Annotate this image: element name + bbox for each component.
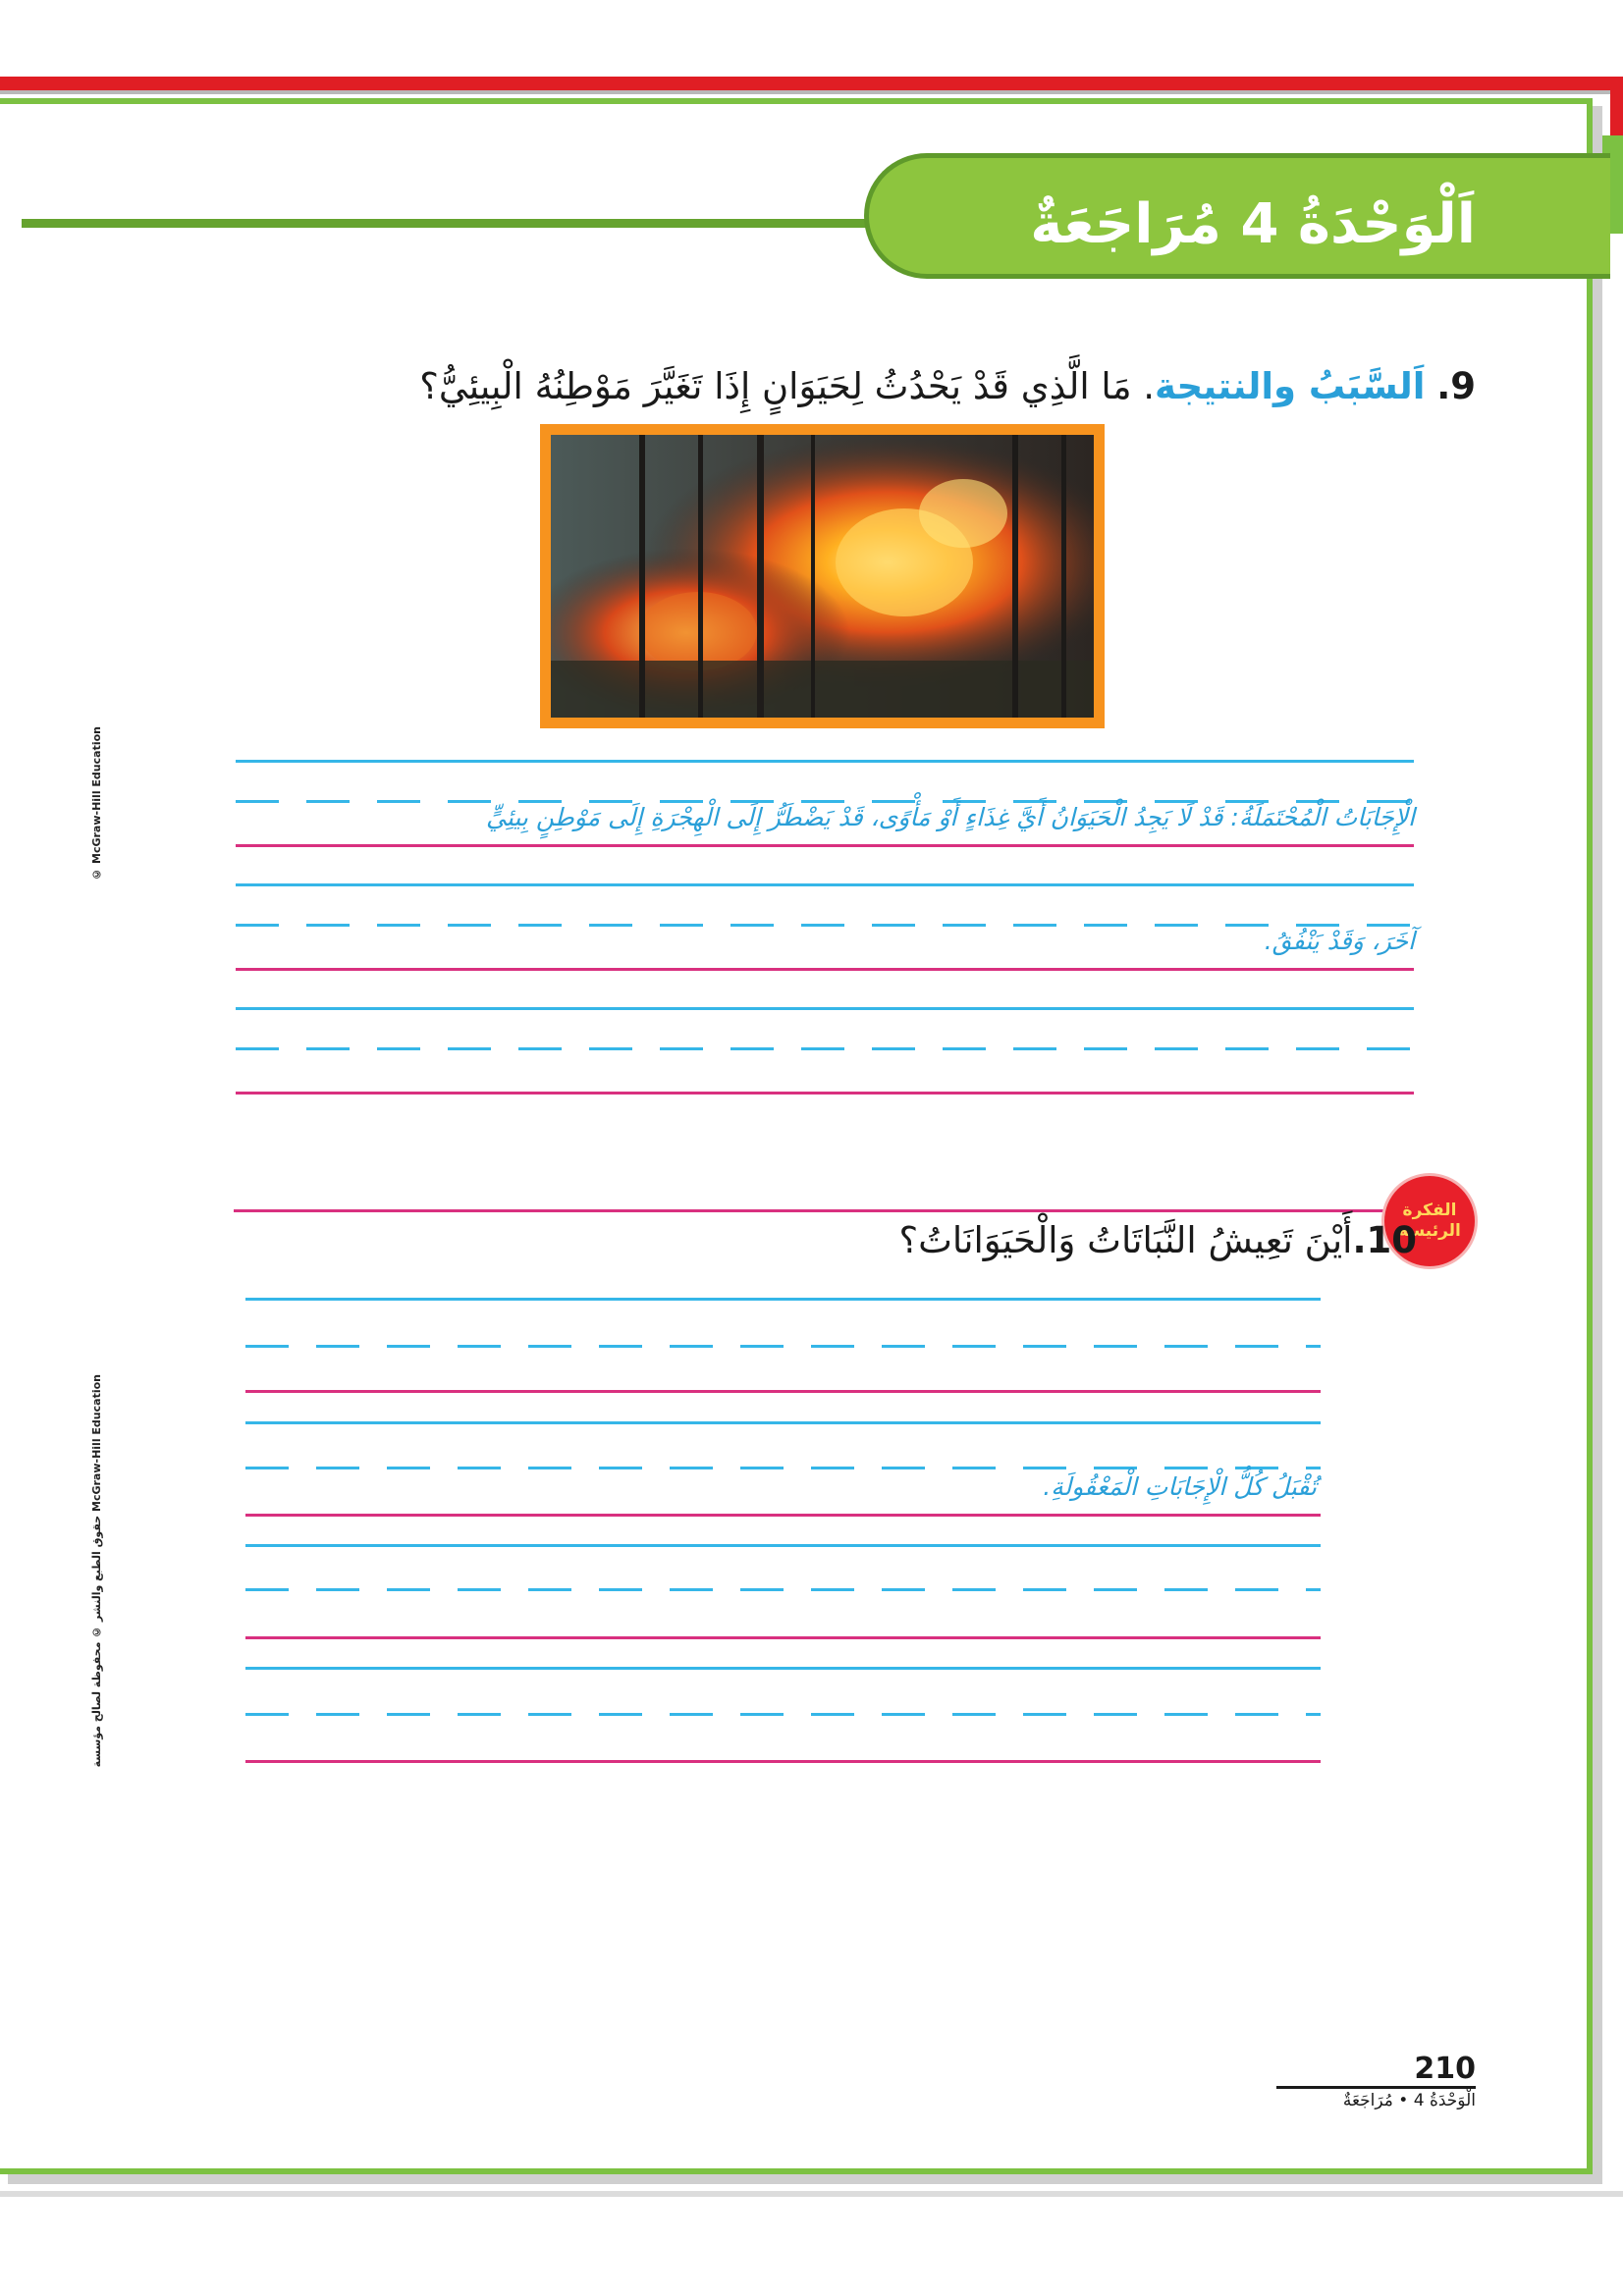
writing-line-mid [245,1345,1321,1348]
top-band-shadow [0,90,1623,94]
writing-line-base [236,968,1414,971]
page-frame [0,98,1593,2174]
side-copyright-lower: حقوق الطبع والنشر © محفوظة لصالح مؤسسة McGraw-Hill Education [90,1374,103,1768]
question-9-number: 9. [1436,365,1476,407]
writing-line-base [245,1390,1321,1393]
page-number: 210 [1414,2052,1476,2086]
writing-line-base [236,1092,1414,1095]
question-10-text: أَيْنَ تَعِيشُ النَّبَاتَاتُ وَالْحَيَوَانَاتُ؟ [898,1219,1353,1261]
question-9 [419,365,1476,407]
question-10-number: 10. [1352,1219,1417,1261]
question-10 [898,1219,1417,1261]
frame-shadow-bottom [8,2174,1602,2184]
writing-line-top [245,1298,1321,1301]
writing-line-top [245,1544,1321,1547]
footer-unit-label: الْوَحْدَةُ 4 • مُرَاجَعَةٌ [1342,2091,1476,2110]
side-copyright-upper: © McGraw-Hill Education [90,726,103,881]
writing-line-top [245,1667,1321,1670]
writing-line-mid [236,924,1414,927]
badge-line-1: الفكرة [1402,1201,1457,1220]
unit-title: اَلْوَحْدَةُ 4 مُرَاجَعَةٌ [1030,192,1476,256]
question-9-skill: اَلسَّبَبُ والنتيجة [1155,365,1426,407]
header-rule [22,219,1003,228]
section-divider [234,1209,1417,1212]
top-red-band [0,77,1623,90]
writing-line-base [245,1636,1321,1639]
writing-line-top [236,1007,1414,1010]
writing-line-mid [245,1713,1321,1716]
writing-line-base [245,1514,1321,1517]
footer-rule [1276,2086,1476,2089]
writing-line-base [236,844,1414,847]
forest-fire-image [540,424,1105,728]
writing-line-mid [236,1047,1414,1050]
writing-line-top [236,883,1414,886]
question-9-text: . مَا الَّذِي قَدْ يَحْدُثُ لِحَيَوَانٍ إِذَا تَغَيَّرَ مَوْطِنُهُ الْبِيئِيُّ؟ [419,365,1156,407]
writing-line-top [236,760,1414,763]
writing-line-mid [245,1588,1321,1591]
writing-line-mid [245,1467,1321,1469]
forest-fire-photo [551,435,1094,718]
question-9-answer-line-2: آخَرَ، وَقَدْ يَنْفُقُ. [1264,927,1415,955]
bottom-gray-strip [0,2191,1623,2197]
frame-shadow-right [1593,106,1602,2177]
writing-line-top [245,1421,1321,1424]
writing-line-base [245,1760,1321,1763]
question-9-answer-line-1: الْإِجَابَاتُ الْمُحْتَمَلَةُ: قَدْ لَا يَجِدُ الْحَيَوَانُ أَيَّ غِذَاءٍ أَوْ مَأْوًى، قَدْ يَضْطَرُّ إِلَى الْهِجْرَةِ إِلَى مَوْطِنٍ بِيئِيٍّ [486,803,1415,831]
badge-line-2: الرئيسة [1398,1221,1461,1241]
question-10-answer: تُقْبَلُ كُلُّ الْإِجَابَاتِ الْمَعْقُولَةِ. [1043,1472,1317,1501]
